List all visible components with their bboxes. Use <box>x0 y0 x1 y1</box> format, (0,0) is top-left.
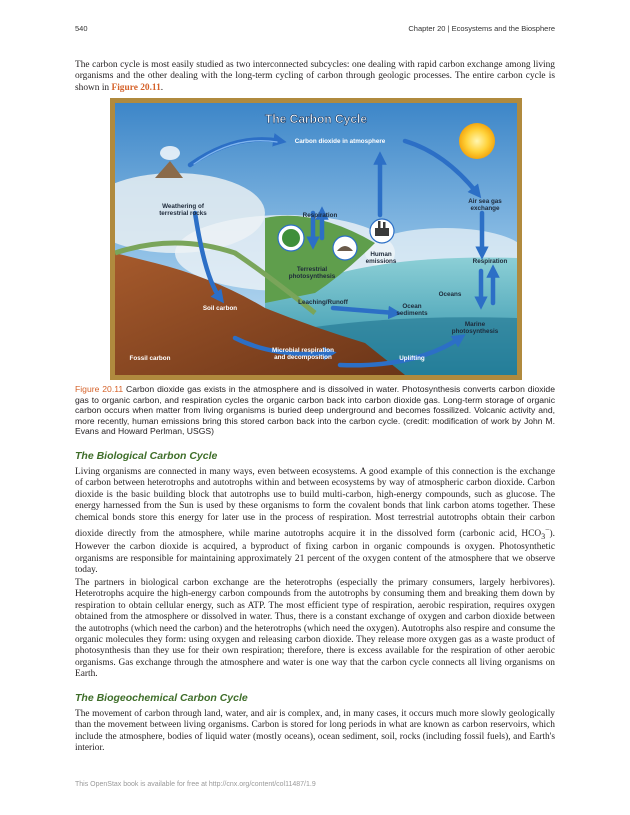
figure-reference-link[interactable]: Figure 20.11 <box>111 82 161 93</box>
intro-paragraph <box>75 60 555 94</box>
label-respiration-land: Respiration <box>302 212 338 219</box>
factory-chimney <box>383 222 386 228</box>
label-leaching: Leaching/Runoff <box>298 299 348 306</box>
volcano-plume <box>160 146 180 160</box>
caption-text: Carbon dioxide gas exists in the atmosphere and is dissolved in water. Photosynthesis converts carbon dioxide gas to organic carbon, and respiration cycles the organic carbon back into carbon dioxide gas. Long-term storage of organic carbon occurs when matter from living organisms is buried deep underground and becomes fossilized. Volcanic activity and, more recently, human emissions bring this stored carbon back into the carbon cycle. (credit: modification of work by John M. Evans and Howard Perlman, USGS) <box>75 384 555 437</box>
label-ocean-sediments-1: Ocean <box>402 303 422 310</box>
label-soil-carbon: Soil carbon <box>202 305 238 312</box>
chemical-formula <box>521 525 550 542</box>
label-co2-atmosphere: Carbon dioxide in atmosphere <box>294 138 386 145</box>
factory-chimney <box>378 221 381 228</box>
label-weathering-2: terrestrial rocks <box>159 210 207 217</box>
intro-text: The carbon cycle is most easily studied as two interconnected subcycles: one dealing with rapid carbon exchange among living organisms and the other dealing with the long-term cycling of carbon through geologic processes. The entire carbon cycle is shown in <box>75 60 555 93</box>
label-terrestrial-2: photosynthesis <box>288 273 336 280</box>
label-human-1: Human <box>370 251 392 258</box>
heading-biological-carbon-cycle: The Biological Carbon Cycle <box>75 450 218 462</box>
label-air-sea-2: exchange <box>470 205 500 212</box>
label-terrestrial-1: Terrestrial <box>296 266 328 273</box>
paragraph-biogeochemical-1: The movement of carbon through land, water, and air is complex, and, in many cases, it occurs much more slowly geologically than the movement between living organisms. Carbon is stored for long periods in what are known as carbon reservoirs, which include the atmosphere, bodies of liquid water (mostly oceans), ocean sediment, soil, rocks (including fossil fuels), and Earth's interior. <box>75 709 555 754</box>
caption-figure-number: Figure 20.11 <box>75 384 124 394</box>
diagram-title: The Carbon Cycle <box>264 112 368 126</box>
label-microbial-1: Microbial respiration <box>272 347 334 354</box>
heading-biogeochemical-carbon-cycle: The Biogeochemical Carbon Cycle <box>75 692 248 704</box>
formula-superscript: − <box>545 525 550 535</box>
figure-caption <box>75 384 555 437</box>
label-human-2: emissions <box>365 258 397 265</box>
carbon-cycle-figure <box>110 98 522 380</box>
formula-subscript: 3 <box>541 532 546 542</box>
label-air-sea-1: Air sea gas <box>468 198 502 205</box>
page-number: 540 <box>75 24 88 33</box>
label-marine-1: Marine <box>464 321 486 328</box>
sun-icon <box>459 123 495 159</box>
label-respiration-sea: Respiration <box>472 258 508 265</box>
page-footer: This OpenStax book is available for free at http://cnx.org/content/col11487/1.9 <box>75 781 316 788</box>
factory-icon <box>375 228 389 236</box>
paragraph-biological-2: The partners in biological carbon exchange are the heterotrophs (especially the primary consumers, largely herbivores). Heterotrophs acquire the high-energy carbon compounds from the autotrophs by consuming them and breaking them down by respiration to obtain cellular energy, such as ATP. The most efficient type of respiration, aerobic respiration, requires oxygen obtained from the atmosphere or dissolved in water. Thus, there is a constant exchange of oxygen and carbon dioxide between the autotrophs (which need the carbon) and the heterotrophs (which need the oxygen). Autotrophs also respire and consume the organic molecules they form: using oxygen and releasing carbon dioxide. They release more oxygen gas as a waste product of photosynthesis than they use for their own respiration; therefore, there is excess available for the respiration of other aerobic organisms. Gas exchange through the atmosphere and water is one way that the carbon cycle connects all living organisms on Earth. <box>75 578 555 680</box>
chapter-title: Chapter 20 | Ecosystems and the Biosphere <box>408 24 555 33</box>
paragraph-text: Living organisms are connected in many ways, even between ecosystems. A good example of this connection is the exchange of carbon between heterotrophs and autotrophs within and between ecosystems by way of atmospheric carbon dioxide. Carbon dioxide is the basic building block that autotrophs use to build multi-carbon, high-energy compounds, such as glucose. The energy harnessed from the Sun is used by these organisms to form the covalent bonds that link carbon atoms together. These chemical bonds store this energy for later use in the process of respiration. Most terrestrial autotrophs obtain their carbon dioxide directly from the atmosphere, while marine autotrophs acquire it in the dissolved form (carbonic acid, <box>75 467 555 540</box>
intro-end: . <box>160 82 164 93</box>
label-fossil-carbon: Fossil carbon <box>129 355 171 362</box>
label-uplifting: Uplifting <box>399 355 425 362</box>
label-oceans: Oceans <box>438 291 462 298</box>
paragraph-text: ). However the carbon dioxide is acquired, a byproduct of fixing carbon in organic compounds is oxygen. Photosynthetic organisms are responsible for maintaining approximately 21 percent of the oxygen content of the atmosphere that we observe today. <box>75 529 555 576</box>
label-microbial-2: and decomposition <box>274 354 332 361</box>
label-weathering-1: Weathering of <box>162 203 204 210</box>
formula-base: HCO <box>521 529 542 540</box>
tree-icon <box>282 229 300 247</box>
carbon-cycle-diagram <box>115 103 517 375</box>
label-ocean-sediments-2: sediments <box>396 310 428 317</box>
label-marine-2: photosynthesis <box>451 328 499 335</box>
page-header <box>75 24 555 36</box>
paragraph-biological-1 <box>75 467 555 577</box>
